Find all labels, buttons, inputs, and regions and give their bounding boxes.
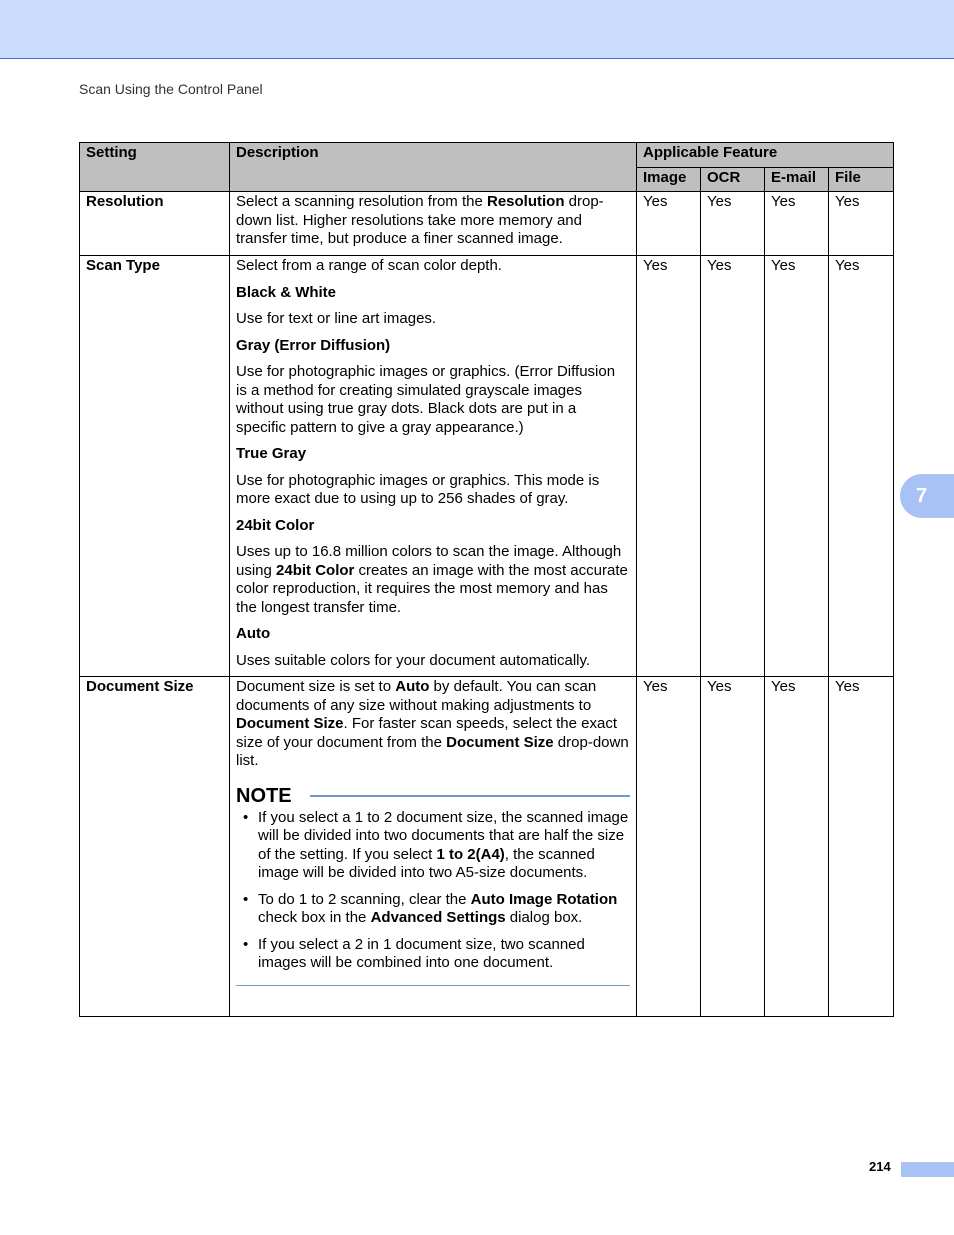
cell-ocr: Yes	[701, 256, 765, 677]
header-setting: Setting	[80, 143, 230, 192]
setting-description	[230, 192, 637, 256]
cell-image: Yes	[637, 677, 701, 1017]
cell-ocr: Yes	[701, 677, 765, 1017]
note-rule	[310, 795, 630, 797]
scan-type-intro: Select from a range of scan color depth.	[236, 257, 502, 274]
page-number: 214	[869, 1159, 891, 1174]
setting-name: Resolution	[80, 192, 230, 256]
chapter-tab: 7	[900, 474, 954, 518]
document-size-text: Document size is set to Auto by default. You can scan documents of any size without making adjustments to Document Size. For faster scan speeds, select the exact size of your document from the Document Size drop-down list.	[236, 678, 629, 769]
note-end-rule	[236, 985, 630, 986]
cell-email: Yes	[765, 677, 829, 1017]
note-list	[236, 809, 630, 973]
settings-table	[79, 142, 894, 1017]
cell-file: Yes	[829, 192, 894, 256]
cell-ocr: Yes	[701, 192, 765, 256]
list-item: • If you select a 1 to 2 document size, the scanned image will be divided into two documents that are half the size of the setting. If you select 1 to 2(A4), the scanned image will be divided into two A5-size documents.	[243, 808, 629, 881]
subheading-true-gray: True Gray	[236, 445, 307, 462]
header-description: Description	[230, 143, 637, 192]
cell-image: Yes	[637, 192, 701, 256]
subheading-gray: Gray (Error Diffusion)	[236, 336, 391, 354]
subheading-auto: Auto	[236, 625, 271, 642]
resolution-text: Select a scanning resolution from the Resolution drop-down list. Higher resolutions take more memory and transfer time, but produce a finer scanned image.	[236, 193, 604, 247]
text-true-gray: Use for photographic images or graphics. This mode is more exact due to using up to 256 shades of gray.	[236, 471, 600, 507]
note-header	[236, 785, 630, 807]
bullet: •	[243, 890, 249, 908]
bullet: •	[243, 935, 249, 953]
setting-name: Document Size	[80, 677, 230, 1017]
cell-file: Yes	[829, 256, 894, 677]
header-email: E-mail	[765, 167, 829, 192]
cell-file: Yes	[829, 677, 894, 1017]
text-auto: Uses suitable colors for your document automatically.	[236, 651, 591, 669]
text-black-white: Use for text or line art images.	[236, 310, 437, 327]
cell-email: Yes	[765, 192, 829, 256]
note-title: NOTE	[236, 784, 292, 807]
text-gray: Use for photographic images or graphics. (Error Diffusion is a method for creating simulated grayscale images without using true gray dots. Black dots are put in a specific pattern to give a gray appearance.)	[236, 363, 616, 436]
table-row-resolution	[80, 192, 894, 256]
table-row-scan-type	[80, 256, 894, 677]
header-file: File	[829, 167, 894, 192]
header-ocr: OCR	[701, 167, 765, 192]
header-image: Image	[637, 167, 701, 192]
running-head: Scan Using the Control Panel	[79, 81, 263, 97]
setting-description	[230, 256, 637, 677]
table-row-document-size	[80, 677, 894, 1017]
subheading-black-white: Black & White	[236, 283, 337, 301]
bullet: •	[243, 808, 249, 826]
cell-email: Yes	[765, 256, 829, 677]
setting-name: Scan Type	[80, 256, 230, 677]
page-tab	[901, 1162, 954, 1177]
header-applicable-feature: Applicable Feature	[637, 143, 894, 168]
header-band	[0, 0, 954, 59]
list-item: • To do 1 to 2 scanning, clear the Auto Image Rotation check box in the Advanced Settings dialog box.	[243, 890, 618, 926]
subheading-24bit-color: 24bit Color	[236, 516, 315, 534]
text-24bit-color: Uses up to 16.8 million colors to scan the image. Although using 24bit Color creates an image with the most accurate color reproduction, it requires the most memory and has the longest transfer time.	[236, 543, 628, 616]
setting-description	[230, 677, 637, 1017]
list-item: • If you select a 2 in 1 document size, two scanned images will be combined into one document.	[243, 935, 585, 971]
cell-image: Yes	[637, 256, 701, 677]
